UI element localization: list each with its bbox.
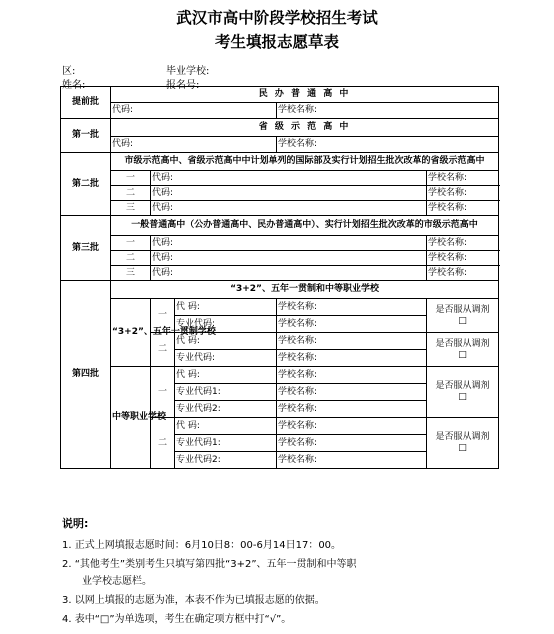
vocational-code-field[interactable]: 代 码: bbox=[175, 367, 277, 384]
third-batch-label: 第三批 bbox=[61, 216, 111, 281]
obey-adjustment-cell[interactable] bbox=[427, 333, 499, 367]
obey-adjustment-cell[interactable] bbox=[427, 299, 499, 333]
major-code-2-field[interactable]: 专业代码2: bbox=[175, 452, 277, 469]
third-code-field-1[interactable]: 代码: bbox=[151, 236, 427, 251]
second-code-field-1[interactable]: 代码: bbox=[151, 171, 427, 186]
note-item: 4. 表中“□”为单选项，考生在确定项方框中打“√”。 bbox=[62, 614, 292, 625]
major-code-1-field[interactable]: 专业代码1: bbox=[175, 384, 277, 401]
major-code-field[interactable]: 专业代码: bbox=[175, 316, 277, 333]
major-code-2-field[interactable]: 专业代码2: bbox=[175, 401, 277, 418]
choice-number: 二 bbox=[151, 418, 175, 469]
choice-number: 一 bbox=[151, 299, 175, 333]
third-code-field-3[interactable]: 代码: bbox=[151, 266, 427, 281]
first-code-field[interactable]: 代码: bbox=[111, 137, 277, 153]
choice-number: 二 bbox=[111, 186, 151, 201]
obey-adjustment-label: 是否服从调剂 bbox=[435, 304, 490, 315]
first-batch-label: 第一批 bbox=[61, 119, 111, 153]
choice-number: 一 bbox=[111, 171, 151, 186]
note-item-continued: 业学校志愿栏。 bbox=[82, 576, 152, 587]
third-batch-row bbox=[61, 236, 499, 251]
third-batch-row bbox=[61, 251, 499, 266]
second-code-field-2[interactable]: 代码: bbox=[151, 186, 427, 201]
third-batch-header: 一般普通高中（公办普通高中、民办普通高中）、实行计划招生批次改革的市级示范高中 bbox=[111, 216, 499, 236]
early-batch-row bbox=[61, 103, 499, 119]
document-subtitle: 考生填报志愿草表 bbox=[214, 32, 339, 51]
first-batch-row bbox=[61, 137, 499, 153]
early-batch-header-row bbox=[61, 87, 499, 103]
name-label: 姓名: bbox=[62, 80, 86, 91]
note-item: 2. “其他考生”类别考生只填写第四批“3+2”、五年一贯制和中等职 bbox=[62, 559, 357, 570]
vocational-school-field[interactable]: 学校名称: bbox=[277, 418, 427, 435]
second-code-field-3[interactable]: 代码: bbox=[151, 201, 427, 216]
early-batch-header: 民 办 普 通 高 中 bbox=[111, 87, 499, 103]
vocational-school-field[interactable]: 学校名称: bbox=[277, 401, 427, 418]
second-school-field-3[interactable]: 学校名称: bbox=[427, 201, 499, 216]
checkbox-icon[interactable]: □ bbox=[458, 443, 467, 453]
exam-number-label: 报名号: bbox=[166, 80, 200, 91]
second-batch-header: 市级示范高中、省级示范高中中计划单列的国际部及实行计划招生批次改革的省级示范高中 bbox=[111, 153, 499, 171]
major-code-1-field[interactable]: 专业代码1: bbox=[175, 435, 277, 452]
second-batch-row bbox=[61, 171, 499, 186]
vocational-school-field[interactable]: 学校名称: bbox=[277, 435, 427, 452]
vocational-code-field[interactable]: 代 码: bbox=[175, 299, 277, 316]
obey-adjustment-cell[interactable] bbox=[427, 418, 499, 469]
fourth-batch-header: “3+2”、五年一贯制和中等职业学校 bbox=[111, 281, 499, 299]
vocational-school-field[interactable]: 学校名称: bbox=[277, 384, 427, 401]
obey-adjustment-label: 是否服从调剂 bbox=[435, 432, 490, 442]
second-batch-label: 第二批 bbox=[61, 153, 111, 216]
obey-adjustment-label: 是否服从调剂 bbox=[435, 338, 490, 349]
choice-number: 二 bbox=[151, 333, 175, 367]
choice-number: 一 bbox=[111, 236, 151, 251]
obey-adjustment-label: 是否服从调剂 bbox=[435, 381, 490, 391]
checkbox-icon[interactable]: □ bbox=[458, 315, 467, 326]
vocational-school-field[interactable]: 学校名称: bbox=[277, 316, 427, 333]
note-item: 3. 以网上填报的志愿为准，本表不作为已填报志愿的依据。 bbox=[62, 595, 325, 606]
choice-number: 二 bbox=[111, 251, 151, 266]
third-school-field-3[interactable]: 学校名称: bbox=[427, 266, 499, 281]
fourth-row bbox=[61, 367, 499, 384]
third-school-field-2[interactable]: 学校名称: bbox=[427, 251, 499, 266]
fourth-row bbox=[61, 299, 499, 316]
early-school-field[interactable]: 学校名称: bbox=[277, 103, 499, 119]
obey-adjustment-cell[interactable] bbox=[427, 367, 499, 418]
fourth-batch-header-row bbox=[61, 281, 499, 299]
graduate-school-label: 毕业学校: bbox=[166, 66, 210, 77]
application-form-table bbox=[60, 86, 499, 469]
third-school-field-1[interactable]: 学校名称: bbox=[427, 236, 499, 251]
note-item: 1. 正式上网填报志愿时间：6月10日8：00-6月14日17：00。 bbox=[62, 540, 342, 551]
choice-number: 一 bbox=[151, 367, 175, 418]
vocational-school-field[interactable]: 学校名称: bbox=[277, 452, 427, 469]
document-title: 武汉市高中阶段学校招生考试 bbox=[176, 8, 378, 27]
early-batch-label: 提前批 bbox=[61, 87, 111, 119]
vocational-school-field[interactable]: 学校名称: bbox=[277, 333, 427, 350]
second-batch-row bbox=[61, 201, 499, 216]
fourth-batch-label: 第四批 bbox=[61, 281, 111, 469]
vocational-school-label: 中等职业学校 bbox=[111, 367, 151, 469]
second-batch-row bbox=[61, 186, 499, 201]
second-batch-header-row bbox=[61, 153, 499, 171]
choice-number: 三 bbox=[111, 201, 151, 216]
vocational-code-field[interactable]: 代 码: bbox=[175, 418, 277, 435]
major-code-field[interactable]: 专业代码: bbox=[175, 350, 277, 367]
third-code-field-2[interactable]: 代码: bbox=[151, 251, 427, 266]
first-batch-header: 省 级 示 范 高 中 bbox=[111, 119, 499, 137]
notes-title: 说明: bbox=[62, 517, 89, 530]
second-school-field-1[interactable]: 学校名称: bbox=[427, 171, 499, 186]
choice-number: 三 bbox=[111, 266, 151, 281]
third-batch-header-row bbox=[61, 216, 499, 236]
five-year-school-label: “3+2”、五年一贯制学校 bbox=[111, 299, 151, 367]
vocational-school-field[interactable]: 学校名称: bbox=[277, 299, 427, 316]
third-batch-row bbox=[61, 266, 499, 281]
checkbox-icon[interactable]: □ bbox=[458, 349, 467, 360]
early-code-field[interactable]: 代码: bbox=[111, 103, 277, 119]
first-batch-header-row bbox=[61, 119, 499, 137]
vocational-school-field[interactable]: 学校名称: bbox=[277, 350, 427, 367]
district-label: 区: bbox=[62, 66, 76, 77]
first-school-field[interactable]: 学校名称: bbox=[277, 137, 499, 153]
vocational-code-field[interactable]: 代 码: bbox=[175, 333, 277, 350]
vocational-school-field[interactable]: 学校名称: bbox=[277, 367, 427, 384]
second-school-field-2[interactable]: 学校名称: bbox=[427, 186, 499, 201]
checkbox-icon[interactable]: □ bbox=[458, 392, 467, 402]
